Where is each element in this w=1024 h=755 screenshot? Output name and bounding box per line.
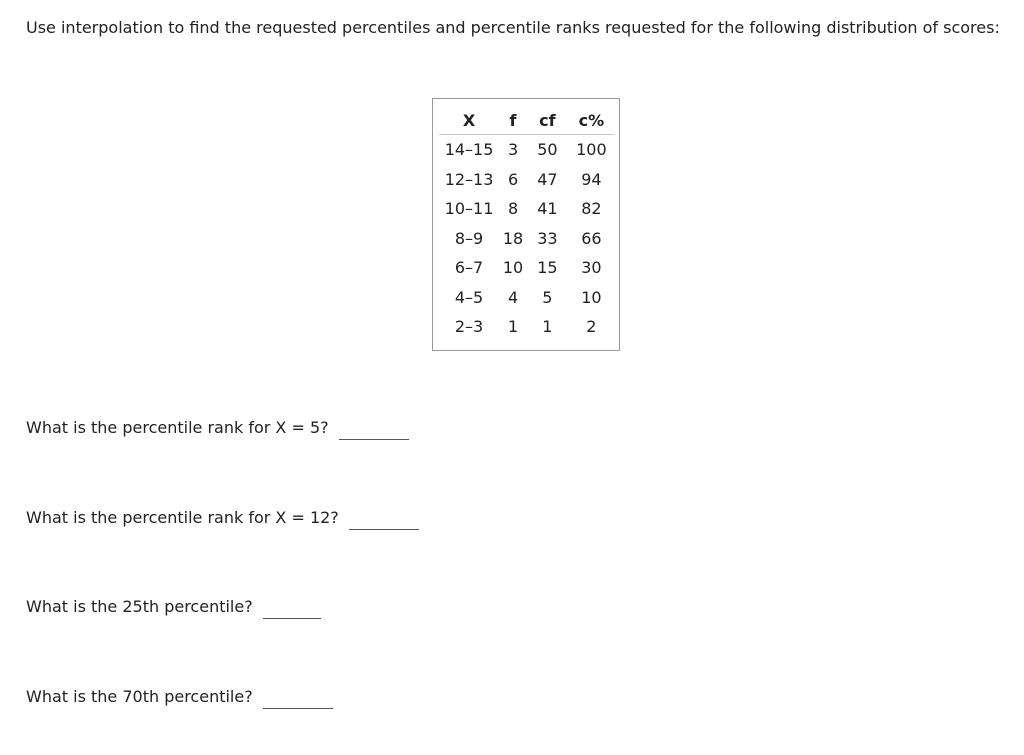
cell-f: 8: [507, 199, 519, 219]
table-row: [439, 224, 615, 254]
distribution-table-frame: [432, 98, 620, 351]
table-row: [439, 283, 615, 313]
instructions-text: Use interpolation to find the requested percentiles and percentile ranks requested for the following distribution of scores:: [26, 18, 1000, 37]
answer-input-percentile-rank-x5[interactable]: [339, 421, 409, 440]
answer-input-70th-percentile[interactable]: [263, 690, 333, 709]
cell-cumulative-percent: 30: [581, 258, 602, 278]
cell-cumulative-percent: 94: [581, 169, 602, 189]
question-70th-percentile: [26, 687, 333, 706]
cell-x: 2–3: [454, 317, 484, 337]
cell-cumulative-percent: 2: [586, 317, 597, 337]
answer-input-percentile-rank-x12[interactable]: [349, 511, 419, 530]
cell-cf: 1: [542, 317, 553, 337]
table-row: [439, 165, 615, 195]
cell-cumulative-percent: 100: [576, 140, 607, 160]
question-text: What is the percentile rank for X = 12?: [26, 508, 339, 527]
table-row: [439, 135, 615, 165]
cell-x: 14–15: [444, 140, 494, 160]
cell-x: 10–11: [444, 199, 494, 219]
cell-x: 12–13: [444, 169, 494, 189]
table-row: [439, 253, 615, 283]
cell-cf: 33: [537, 228, 558, 248]
question-25th-percentile: [26, 597, 321, 616]
table-row: [439, 312, 615, 342]
cell-x: 6–7: [454, 258, 484, 278]
table-row: [439, 194, 615, 224]
header-x: X: [439, 106, 499, 135]
cell-cf: 47: [537, 169, 558, 189]
question-text: What is the 25th percentile?: [26, 597, 253, 616]
cell-x: 8–9: [454, 228, 484, 248]
cell-f: 18: [502, 228, 524, 248]
answer-input-25th-percentile[interactable]: [263, 600, 321, 619]
distribution-table: [439, 106, 615, 342]
cell-cf: 15: [537, 258, 558, 278]
cell-f: 10: [502, 258, 524, 278]
table-header-row: [439, 106, 615, 135]
cell-cumulative-percent: 10: [581, 287, 602, 307]
cell-f: 4: [507, 287, 519, 307]
cell-cf: 50: [537, 140, 558, 160]
cell-f: 3: [507, 140, 519, 160]
question-text: What is the 70th percentile?: [26, 687, 253, 706]
question-percentile-rank-x5: [26, 418, 409, 437]
question-text: What is the percentile rank for X = 5?: [26, 418, 329, 437]
cell-x: 4–5: [454, 287, 484, 307]
header-f: f: [499, 106, 527, 135]
cell-f: 1: [507, 317, 519, 337]
cell-cf: 41: [537, 199, 558, 219]
cell-cumulative-percent: 82: [581, 199, 602, 219]
cell-cf: 5: [542, 287, 553, 307]
header-cumulative-percent: c%: [568, 106, 615, 135]
header-cf: cf: [527, 106, 568, 135]
cell-f: 6: [507, 169, 519, 189]
cell-cumulative-percent: 66: [581, 228, 602, 248]
question-percentile-rank-x12: [26, 508, 419, 527]
